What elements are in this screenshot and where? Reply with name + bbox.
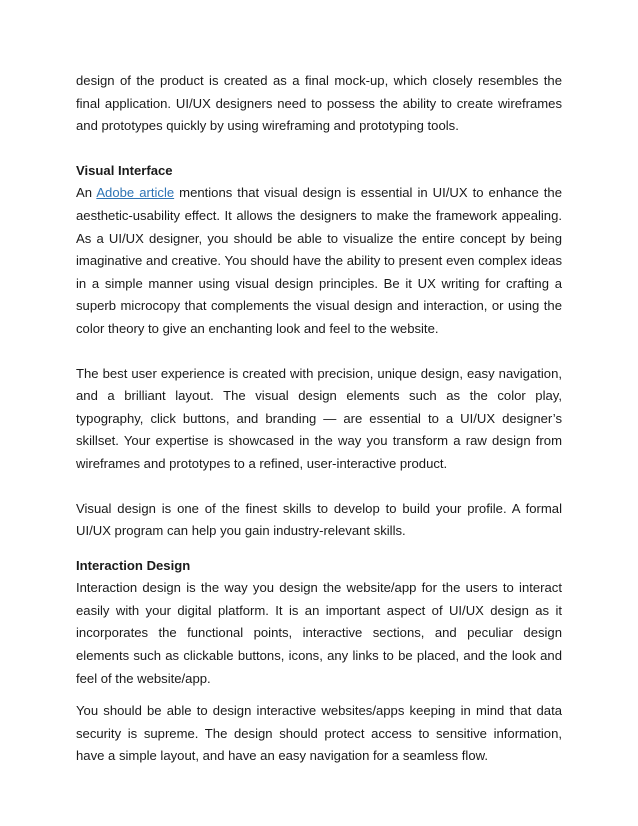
visual-interface-heading: Visual Interface [76, 162, 173, 178]
visual-interface-paragraph-3: Visual design is one of the finest skills to develop to build your profile. A formal UI/UX program can help you gain industry-relevant skills. [76, 500, 562, 539]
spacer [76, 138, 562, 160]
spacer [76, 690, 562, 700]
paragraph-prefix: An [76, 185, 97, 201]
document-page [76, 70, 562, 768]
interaction-design-paragraph-2: You should be able to design interactive websites/apps keeping in mind that data security is supreme. The design should protect access to sensitive information, have a simple layout, and have an easy navigation for a seamless flow. [76, 703, 562, 764]
visual-interface-paragraph-2: The best user experience is created with precision, unique design, easy navigation, and a brilliant layout. The visual design elements such as the color play, typography, click buttons, and branding — are essential to a UI/UX designer’s skillset. Your expertise is showcased in the way you transform a raw design from wireframes and prototypes to a refined, user-interactive product. [76, 365, 562, 471]
spacer [76, 476, 562, 498]
spacer [76, 543, 562, 555]
visual-interface-paragraph-1 [76, 182, 562, 340]
intro-paragraph: design of the product is created as a final mock-up, which closely resembles the final application. UI/UX designers need to possess the ability to create wireframes and prototypes quickly by using wireframing and prototyping tools. [76, 73, 562, 134]
paragraph-body: mentions that visual design is essential in UI/UX to enhance the aesthetic-usability effect. It allows the designers to make the framework appealing. As a UI/UX designer, you should be able to visualize the entire concept by being imaginative and creative. You should have the ability to present even complex ideas in a simple manner using visual design principles. Be it UX writing for crafting a superb microcopy that complements the visual design and interaction, or using the color theory to give an enchanting look and feel to the website. [76, 185, 562, 336]
spacer [76, 341, 562, 363]
adobe-article-link[interactable]: Adobe article [96, 185, 175, 201]
interaction-design-paragraph-1: Interaction design is the way you design the website/app for the users to interact easily with your digital platform. It is an important aspect of UI/UX design as it incorporates the functional points, interactive sections, and peculiar design elements such as clickable buttons, icons, any links to be placed, and the look and feel of the website/app. [76, 580, 562, 686]
interaction-design-heading: Interaction Design [76, 557, 191, 573]
